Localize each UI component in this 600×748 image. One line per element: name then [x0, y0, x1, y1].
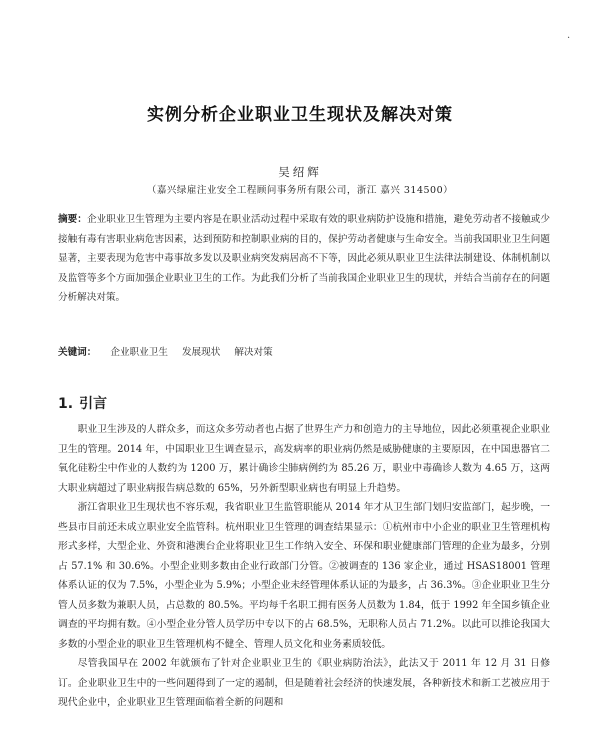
keyword: 解决对策	[234, 347, 273, 358]
abstract-label: 摘要：	[58, 214, 87, 225]
author-name: 吴绍辉	[278, 165, 322, 179]
abstract	[58, 210, 550, 308]
body-text	[58, 420, 550, 713]
section-title: 引言	[79, 396, 108, 412]
paragraph: 职业卫生涉及的人群众多，而这众多劳动者也占据了世界生产力和创造力的主导地位，因此必须重视企业职业卫生的管理。2014 年，中国职业卫生调查显示，高发病率的职业病仍然是威胁健康的主要原因，在中国患器官二氧化硅粉尘中作业的人数约为 1200 万，累计确诊尘肺病例约为 85.26 万，职业中毒确诊人数为 4.65 万，这两大职业病超过了职业病报告病总数的 65%，另外新型职业病也有明显上升趋势。	[58, 424, 550, 494]
abstract-text: 企业职业卫生管理为主要内容是在职业活动过程中采取有效的职业病防护设施和措施，避免劳动者不接触或少接触有毒有害职业病危害因素，达到预防和控制职业病的目的，保护劳动者健康与生命安全。当前我国职业卫生问题显著，主要表现为危害中毒事故多发以及职业病突发病居高不下等，因此必须从职业卫生法律法制建设、体制机制以及监管等多个方面加强企业职业卫生的工作。为此我们分析了当前我国企业职业卫生的现状，并结合当前存在的问题分析解决对策。	[58, 214, 551, 303]
paragraph: 尽管我国早在 2002 年就颁布了针对企业职业卫生的《职业病防治法》，此法又于 2011 年 12 月 31 日修订。企业职业卫生中的一些问题得到了一定的遏制，但是随着社会经济的快速发展，各种新技术和新工艺被应用于现代企业中，企业职业卫生管理面临着全新的问题和	[58, 658, 550, 708]
section-number: 1.	[58, 396, 74, 412]
keyword: 发展现状	[181, 347, 221, 358]
keywords-label: 关键词：	[58, 347, 97, 358]
corner-mark: ·	[567, 33, 571, 44]
paragraph: 浙江省职业卫生现状也不容乐观，我省职业卫生监管职能从 2014 年才从卫生部门划归安监部门，起步晚，一些县市目前还未成立职业安全监管科。杭州职业卫生管理的调查结果显示：①杭州市中小企业的职业卫生管理机构形式多样，大型企业、外资和港澳台企业将职业卫生工作纳入安全、环保和职业健康部门管理的企业为最多，分别占 57.1% 和 30.6%。小型企业则多数由企业行政部门分管。②被调查的 136 家企业，通过 HSAS18001 管理体系认证的仅为 7.5%，小型企业为 5.9%；小型企业未经管理体系认证的为最多，占 36.3%。③企业职业卫生分管人员多数为兼职人员，占总数的 80.5%。平均每千名职工拥有医务人员数为 1.84，低于 1992 年全国乡镇企业调查的平均拥有数。④小型企业分管人员学历中专以下的占 68.5%，无职称人员占 71.2%。以此可以推论我国大多数的小型企业的职业卫生管理机构不健全、管理人员文化和业务素质较低。	[58, 502, 550, 650]
author-affiliation: （嘉兴绿雇注业安全工程顾问事务所有限公司，浙江 嘉兴 314500）	[146, 185, 454, 196]
section-heading	[58, 393, 113, 413]
paper-title: 实例分析企业职业卫生现状及解决对策	[147, 105, 453, 125]
keywords	[58, 345, 550, 361]
keyword: 企业职业卫生	[110, 347, 168, 358]
